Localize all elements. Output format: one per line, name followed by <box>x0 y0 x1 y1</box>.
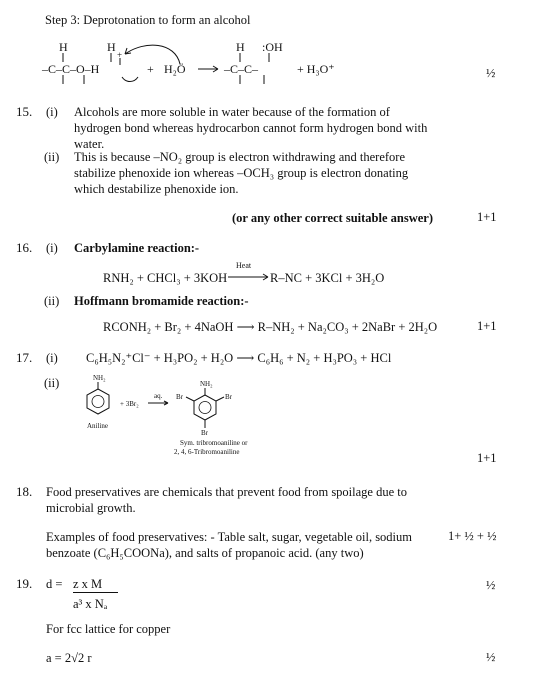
step3-title: Step 3: Deprotonation to form an alcohol <box>45 13 251 27</box>
bromine-bottom-label: Br <box>201 429 208 437</box>
product-name-line1: Sym. tribromoaniline or <box>180 439 248 447</box>
q15-number: 15. <box>16 104 33 119</box>
hydronium-product: + H₃O⁺ <box>297 62 335 76</box>
density-lhs: d = <box>46 577 63 591</box>
q15-note: (or any other correct suitable answer) <box>232 211 434 225</box>
q15-i-label: (i) <box>46 105 58 119</box>
q15-ii-text: This is because –NO₂ group is electron withdrawing and therefore stabilize phenoxide ion whereas –OCH₃ group is electron donating which destabilize phenoxide ion. <box>74 150 409 196</box>
svg-text::OH: :OH <box>262 40 283 54</box>
svg-text:+: + <box>117 50 123 60</box>
product-nh2-label: NH₂ <box>200 380 213 388</box>
product-name-line2: 2, 4, 6-Tribromoaniline <box>174 448 240 456</box>
plus-sign: + <box>147 62 154 76</box>
q19-number: 19. <box>16 576 33 591</box>
q17-mark: 1+1 <box>477 451 497 465</box>
q18-definition: Food preservatives are chemicals that prevent food from spoilage due to microbial growth. <box>46 485 407 515</box>
q16-i-rhs: R–NC + 3KCl + 3H₂O <box>270 271 385 285</box>
q16-ii-label: (ii) <box>44 294 60 308</box>
bromine-left-label: Br <box>176 393 183 401</box>
q17-i-equation: C₆H₅N₂⁺Cl⁻ + H₃PO₂ + H₂O ⟶ C₆H₆ + N₂ + H₃PO₃ + HCl <box>86 351 392 365</box>
density-numerator: z x M <box>73 576 118 593</box>
q19-mark-1: ½ <box>486 578 496 592</box>
q15-ii-label: (ii) <box>44 150 60 164</box>
q16-i-label: (i) <box>46 241 58 255</box>
q17-i-label: (i) <box>46 351 58 365</box>
q16-number: 16. <box>16 240 33 255</box>
q15-mark: 1+1 <box>477 210 497 224</box>
water-molecule: H₂Ö <box>164 62 186 76</box>
q15-i-text: Alcohols are more soluble in water because of the formation of hydrogen bond whereas hydrocarbon cannot form hydrogen bond with water. <box>74 105 428 151</box>
aniline-name: Aniline <box>87 422 108 430</box>
q16-ii-equation: RCONH₂ + Br₂ + 4NaOH ⟶ R–NH₂ + Na₂CO₃ + 2NaBr + 2H₂O <box>103 320 438 334</box>
bromination-diagram <box>80 372 300 462</box>
fcc-statement: For fcc lattice for copper <box>46 622 171 636</box>
bromine-reagent: + 3Br₂ <box>120 400 139 408</box>
bromine-right-label: Br <box>225 393 232 401</box>
q16-i-title: Carbylamine reaction:- <box>74 241 200 255</box>
deprotonation-reaction-diagram <box>40 36 340 88</box>
svg-text:H: H <box>107 40 116 54</box>
aqueous-condition: aq. <box>154 392 163 400</box>
q18-examples: Examples of food preservatives: - Table salt, sugar, vegetable oil, sodium benzoate (C₆H₅COONa), and salts of propanoic acid. (any two) <box>46 530 413 560</box>
svg-text:H: H <box>59 40 68 54</box>
svg-text:H: H <box>236 40 245 54</box>
step3-mark: ½ <box>486 66 496 80</box>
q19-mark-2: ½ <box>486 650 496 664</box>
svg-text:–C–C–O–H: –C–C–O–H <box>42 62 100 76</box>
svg-text:–C–C–: –C–C– <box>224 62 259 76</box>
q18-number: 18. <box>16 484 33 499</box>
q16-heat-label: Heat <box>236 261 252 270</box>
q16-ii-title: Hoffmann bromamide reaction:- <box>74 294 249 308</box>
q16-mark: 1+1 <box>477 319 497 333</box>
q16-reaction-arrow <box>228 272 270 282</box>
q17-number: 17. <box>16 350 33 365</box>
q16-i-lhs: RNH₂ + CHCl₃ + 3KOH <box>103 271 228 285</box>
aniline-nh2-label: NH₂ <box>93 374 106 382</box>
q17-ii-label: (ii) <box>44 376 60 390</box>
edge-length-equation: a = 2√2 r <box>46 651 92 665</box>
q18-mark: 1+ ½ + ½ <box>448 529 497 543</box>
density-denominator: a³ x Nₐ <box>73 597 108 611</box>
